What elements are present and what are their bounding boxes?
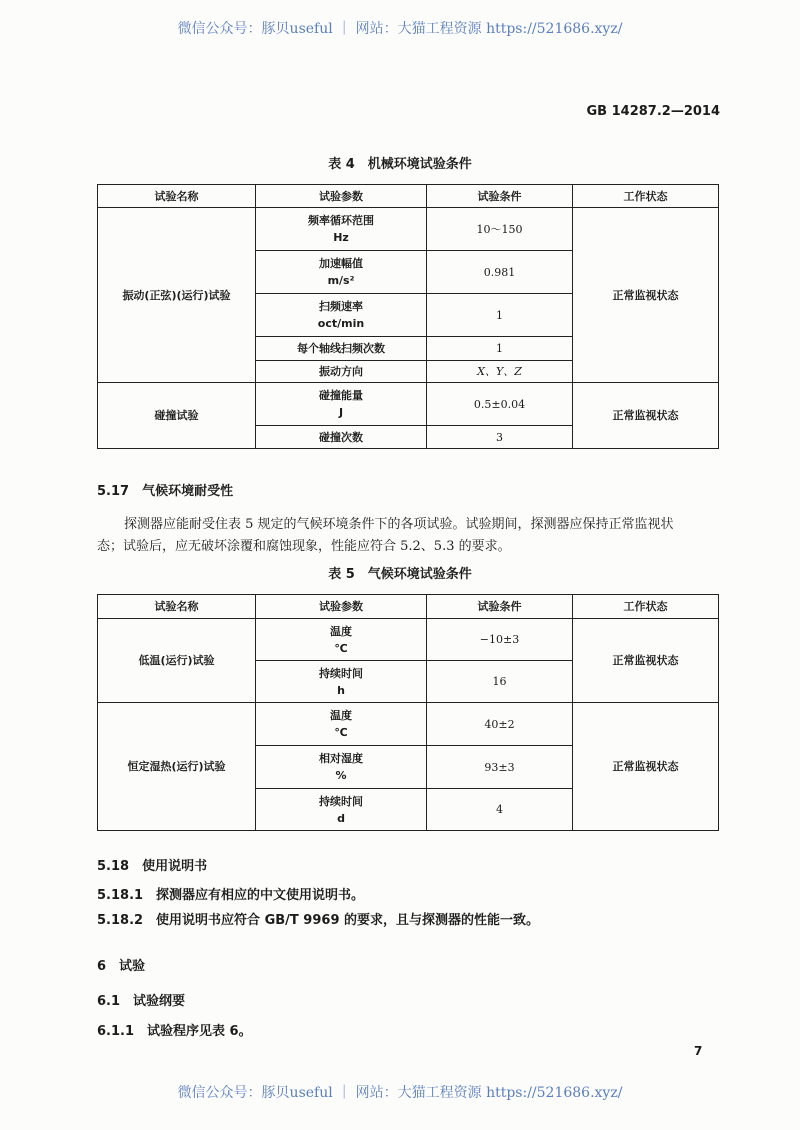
param: 碰撞次数: [256, 426, 427, 449]
state: 正常监视状态: [573, 208, 719, 383]
param: 温度: [330, 709, 352, 722]
condition: X、Y、Z: [427, 361, 573, 383]
watermark-top: 微信公众号：豚贝useful ｜ 网站：大猫工程资源 https://521686.xyz/: [177, 21, 623, 37]
header: 试验名称: [98, 185, 256, 208]
param: 每个轴线扫频次数: [256, 337, 427, 361]
test-name: 低温(运行)试验: [98, 619, 256, 703]
param: 持续时间: [319, 794, 363, 808]
section-6-1-heading: 6.1 试验纲要: [97, 994, 186, 1009]
state: 正常监视状态: [573, 619, 719, 703]
unit: oct/min: [317, 317, 365, 330]
page-number: 7: [694, 1044, 703, 1058]
condition: 1: [427, 294, 573, 337]
unit: d: [337, 811, 345, 825]
clause-5-18-2: 5.18.2 使用说明书应符合 GB/T 9969 的要求，且与探测器的性能一致。: [97, 913, 540, 928]
condition: 0.5±0.04: [427, 383, 573, 426]
condition: 10～150: [427, 208, 573, 251]
param: 相对湿度: [319, 752, 363, 765]
param: 频率循环范围: [308, 214, 374, 227]
unit: J: [338, 406, 344, 419]
condition: 3: [427, 426, 573, 449]
paragraph: 态；试验后，应无破坏涂覆和腐蚀现象，性能应符合 5.2、5.3 的要求。: [97, 539, 511, 554]
header: 工作状态: [573, 185, 719, 208]
unit: ℃: [334, 641, 348, 655]
param: 扫频速率: [319, 300, 363, 313]
header: 试验条件: [427, 185, 573, 208]
section-6-heading: 6 试验: [97, 959, 146, 974]
table5-title: 表 5 气候环境试验条件: [328, 567, 472, 582]
condition: 16: [427, 661, 573, 703]
state: 正常监视状态: [573, 383, 719, 449]
section-5-18-heading: 5.18 使用说明书: [97, 859, 208, 874]
header: 试验参数: [256, 595, 427, 619]
table4-title: 表 4 机械环境试验条件: [328, 157, 472, 172]
param: 持续时间: [319, 666, 363, 680]
condition: 1: [427, 337, 573, 361]
unit: ℃: [334, 726, 348, 739]
unit: %: [335, 769, 347, 782]
unit: h: [337, 683, 345, 697]
header: 试验参数: [256, 185, 427, 208]
unit: m/s²: [327, 274, 355, 287]
header: 工作状态: [573, 595, 719, 619]
condition: −10±3: [427, 619, 573, 661]
param: 振动方向: [256, 361, 427, 383]
watermark-bottom: 微信公众号：豚贝useful ｜ 网站：大猫工程资源 https://521686.xyz/: [177, 1085, 623, 1101]
param: 加速幅值: [319, 257, 363, 270]
table4: [97, 184, 719, 449]
test-name: 振动(正弦)(运行)试验: [98, 208, 256, 383]
condition: 40±2: [427, 703, 573, 746]
clause-5-18-1: 5.18.1 探测器应有相应的中文使用说明书。: [97, 888, 365, 903]
section-5-17-heading: 5.17 气候环境耐受性: [97, 484, 234, 499]
condition: 4: [427, 789, 573, 831]
standard-number: GB 14287.2—2014: [586, 104, 720, 119]
param: 碰撞能量: [319, 389, 363, 402]
test-name: 碰撞试验: [98, 383, 256, 449]
condition: 0.981: [427, 251, 573, 294]
unit: Hz: [333, 231, 349, 244]
test-name: 恒定湿热(运行)试验: [98, 703, 256, 831]
param: 温度: [330, 624, 352, 638]
table5: [97, 594, 719, 831]
header: 试验名称: [98, 595, 256, 619]
state: 正常监视状态: [573, 703, 719, 831]
paragraph: 探测器应能耐受住表 5 规定的气候环境条件下的各项试验。试验期间，探测器应保持正常监视状: [124, 517, 674, 532]
condition: 93±3: [427, 746, 573, 789]
clause-6-1-1: 6.1.1 试验程序见表 6。: [97, 1024, 252, 1039]
header: 试验条件: [427, 595, 573, 619]
